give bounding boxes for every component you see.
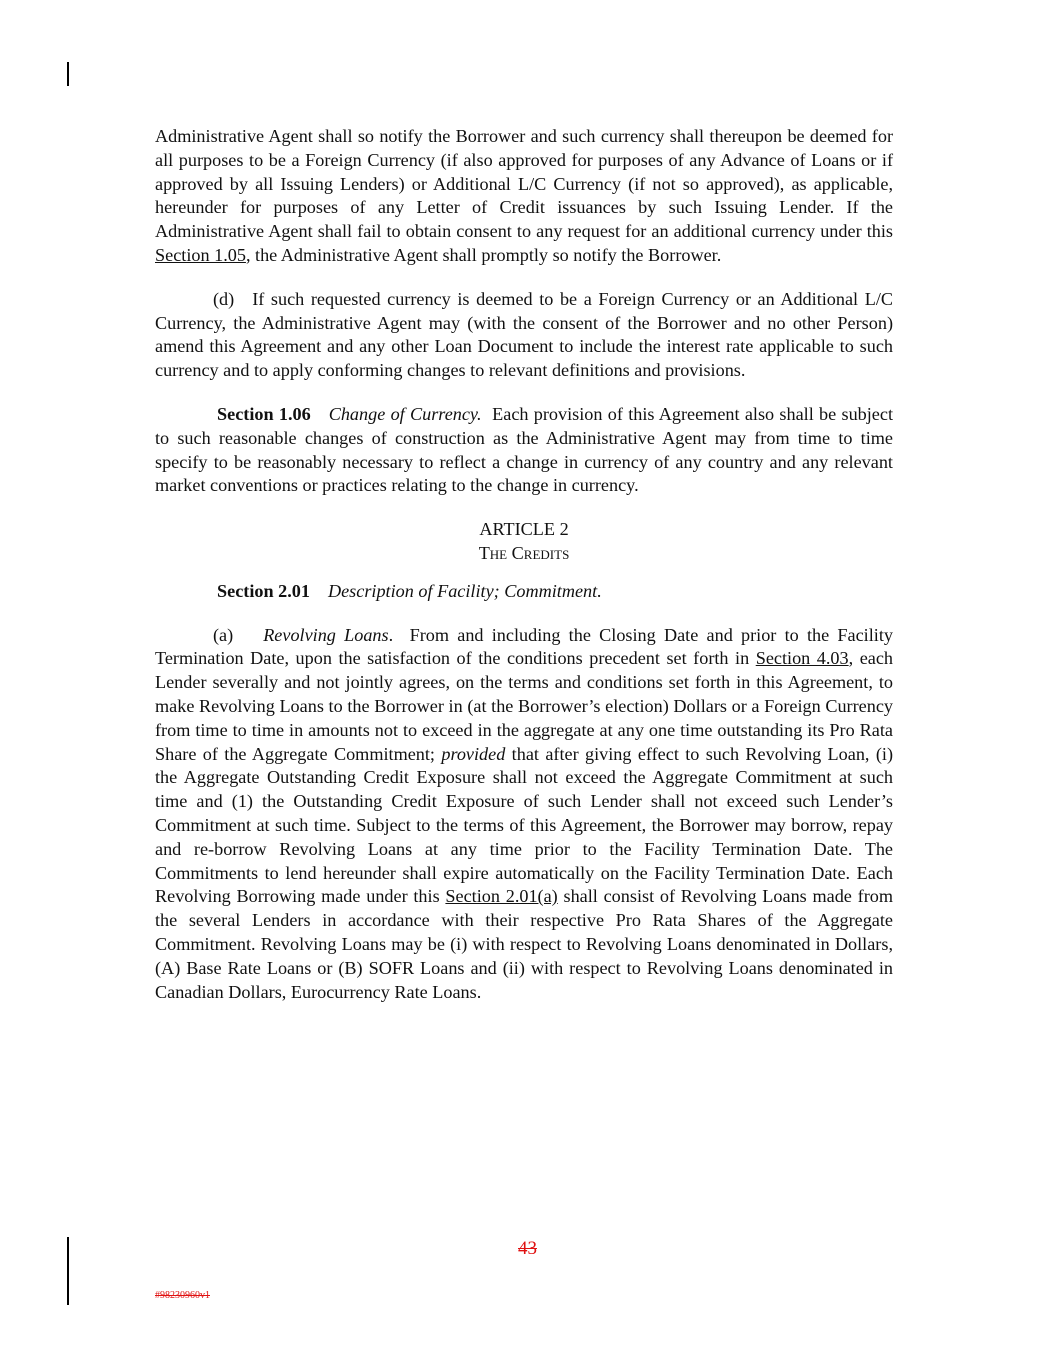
clause-title: Revolving Loans <box>263 624 389 645</box>
section-title: Description of Facility; Commitment. <box>327 580 602 601</box>
article-title: The Credits <box>478 542 570 563</box>
change-bar-top <box>67 62 69 86</box>
section-number: Section 2.01 <box>217 580 310 601</box>
article-heading: ARTICLE 2 <box>479 519 569 540</box>
paragraph-a: (a) Revolving Loans. From and including the Closing Date and prior to the Facility Termination Date, upon the satisfaction of the conditions precedent set forth in Section 4.03, each Lender severally and not jointly agrees, on the terms and conditions set forth in this Agreement, to make Revolving Loans to the Borrower in (at the Borrower’s election) Dollars or a Foreign Currency from time to time in amounts not to exceed in the aggregate at any one time outstanding its Pro Rata Share of the Aggregate Commitment; provided that after giving effect to such Revolving Loan, (i) the Aggregate Outstanding Credit Exposure shall not exceed the Aggregate Commitment at such time and (1) the Outstanding Credit Exposure of such Lender shall not exceed such Lender’s Commitment at such time. Subject to the terms of this Agreement, the Borrower may borrow, repay and re-borrow Revolving Loans at any time prior to the Facility Termination Date. The Commitments to lend hereunder shall expire automatically on the Facility Termination Date. Each Revolving Borrowing made under this Section 2.01(a) shall consist of Revolving Loans made from the several Lenders in accordance with their respective Pro Rata Shares of the Aggregate Commitment. Revolving Loans may be (i) with respect to Revolving Loans denominated in Dollars, (A) Base Rate Loans or (B) SOFR Loans and (ii) with respect to Revolving Loans denominated in Canadian Dollars, Eurocurrency Rate Loans. <box>155 624 894 1002</box>
clause-label: (a) <box>213 624 234 645</box>
document-body <box>155 125 893 1024</box>
section-1-06: Section 1.06 Change of Currency. Each provision of this Agreement also shall be subject to such reasonable changes of construction as the Administrative Agent may from time to time specify to be reasonably necessary to reflect a change in currency of any country and any relevant market conventions or practices relating to the change in currency. <box>155 403 894 496</box>
section-title: Change of Currency. <box>328 403 482 424</box>
section-number: Section 1.06 <box>217 403 311 424</box>
paragraph-continuation: Administrative Agent shall so notify the Borrower and such currency shall thereupon be deemed for all purposes to be a Foreign Currency (if also approved for purposes of any Advance of Loans or if approved by all Issuing Lenders) or Additional L/C Currency (if not so approved), as applicable, hereunder for purposes of any Letter of Credit issuances by such Issuing Lender. If the Administrative Agent shall fail to obtain consent to any request for an additional currency under this Section 1.05, the Administrative Agent shall promptly so notify the Borrower. <box>155 126 893 265</box>
paragraph-d: (d) If such requested currency is deemed to be a Foreign Currency or an Additional L/C Currency, the Administrative Agent may (with the consent of the Borrower and no other Person) amend this Agreement and any other Loan Document to include the interest rate applicable to such currency and to apply conforming changes to relevant definitions and provisions. <box>155 288 893 381</box>
document-id: #98230960v1 <box>155 1290 210 1301</box>
section-reference: Section 2.01(a) <box>445 886 558 907</box>
page-number: 43 <box>518 1238 537 1259</box>
section-reference: Section 4.03 <box>755 648 849 669</box>
section-reference: Section 1.05 <box>155 244 246 265</box>
clause-label: (d) <box>213 288 235 309</box>
section-2-01-heading <box>155 580 893 604</box>
